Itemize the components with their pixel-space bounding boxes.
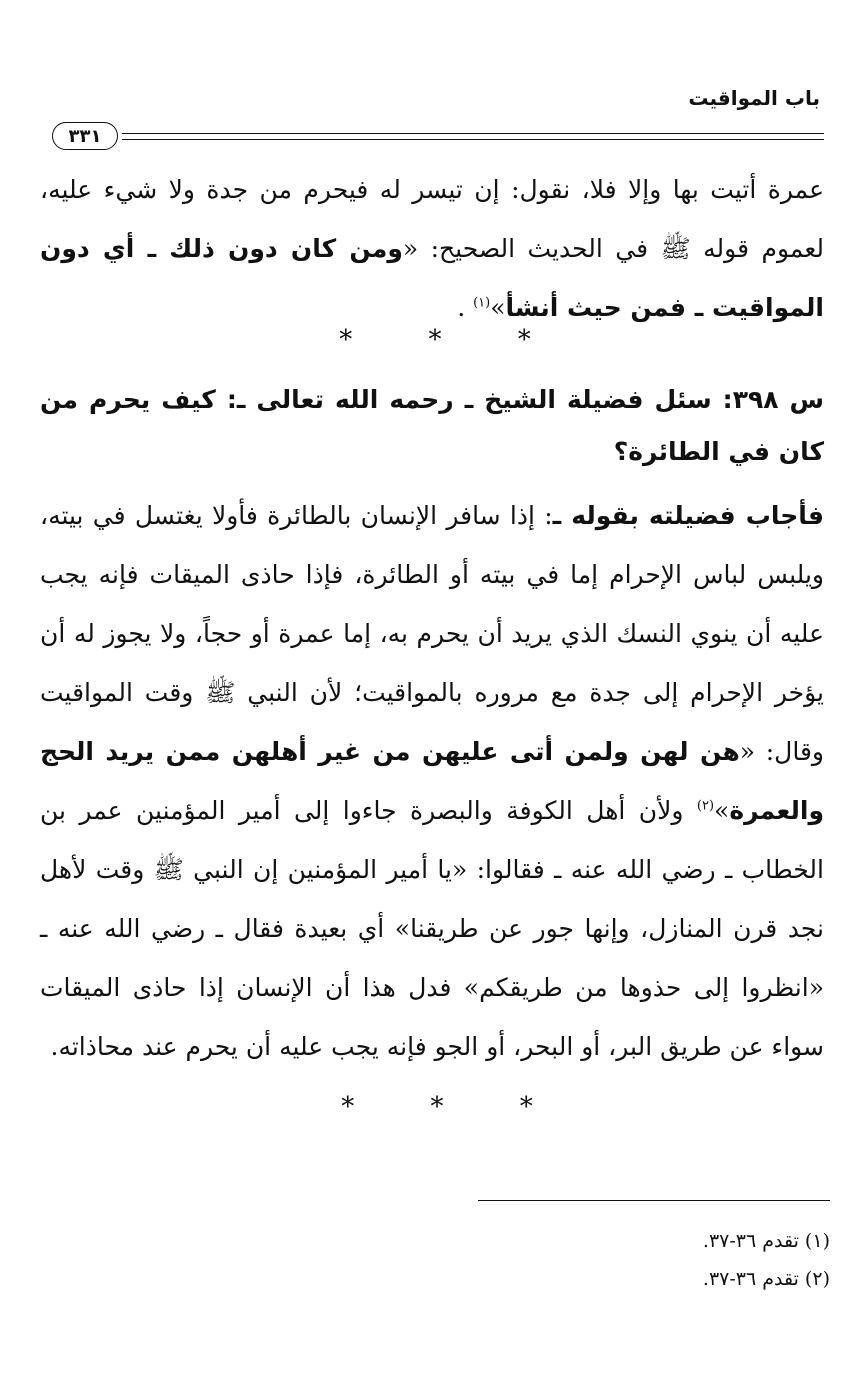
chapter-title: باب المواقيت: [688, 86, 820, 110]
section-separator-2: * * *: [341, 1092, 567, 1122]
footnotes: [430, 1222, 830, 1298]
header-rule: [52, 122, 824, 152]
answer-text-2: ولأن أهل الكوفة والبصرة جاءوا إلى أمير المؤمنين عمر بن الخطاب ـ رضي الله عنه ـ فقالوا: «يا أمير المؤمنين إن النبي ﷺ وقت لأهل نجد قرن المنازل، وإنها جور عن طريقنا» أي بعيدة فقال ـ رضي الله عنه ـ «انظروا إلى حذوها من طريقكم» فدل هذا أن الإنسان إذا حاذى الميقات سواء عن طريق البر، أو البحر، أو الجو فإنه يجب عليه أن يحرم عند محاذاته.: [40, 796, 824, 1061]
footnote-rule: [478, 1200, 830, 1201]
continued-paragraph: [40, 160, 824, 337]
footnote-ref-1: (١): [473, 295, 491, 311]
answer-text-1: : إذا سافر الإنسان بالطائرة فأولا يغتسل في بيته، ويلبس لباس الإحرام إما في بيته أو الطائرة، فإذا حاذى الميقات فإنه يجب عليه أن ينوي النسك الذي يريد أن يحرم به، إما عمرة أو حجاً، ولا يجوز له أن يؤخر الإحرام إلى جدة مع مروره بالمواقيت؛ لأن النبي ﷺ وقت المواقيت وقال: «: [40, 501, 824, 766]
answer-paragraph: [40, 486, 824, 1076]
page-number: ٣٣١: [52, 122, 118, 150]
paragraph-text: عمرة أتيت بها وإلا فلا، نقول: إن تيسر له فيحرم من جدة ولا شيء عليه، لعموم قوله ﷺ في الحديث الصحيح: «: [40, 175, 824, 263]
quote-close: »: [490, 293, 506, 322]
header-rule-line-1: [122, 133, 824, 134]
answer-lead: فأجاب فضيلته بقوله ـ: [552, 501, 824, 530]
footnote-1: (١) تقدم ٣٦-٣٧.: [702, 1230, 830, 1252]
hadith-quote-2: هن لهن ولمن أتى عليهن من غير أهلهن ممن يريد الحج والعمرة: [40, 737, 824, 825]
footnote-2: (٢) تقدم ٣٦-٣٧.: [702, 1268, 830, 1290]
quote-close-2: »: [714, 796, 730, 825]
question-heading: س ٣٩٨: سئل فضيلة الشيخ ـ رحمه الله تعالى ـ: كيف يحرم من كان في الطائرة؟: [40, 385, 824, 466]
paragraph-end: .: [457, 293, 474, 322]
hadith-quote: ومن كان دون ذلك ـ أي دون المواقيت ـ فمن حيث أنشأ: [40, 234, 824, 322]
footnote-ref-2: (٢): [696, 798, 715, 814]
header-rule-line-2: [122, 139, 824, 140]
section-separator: * * *: [339, 325, 565, 355]
